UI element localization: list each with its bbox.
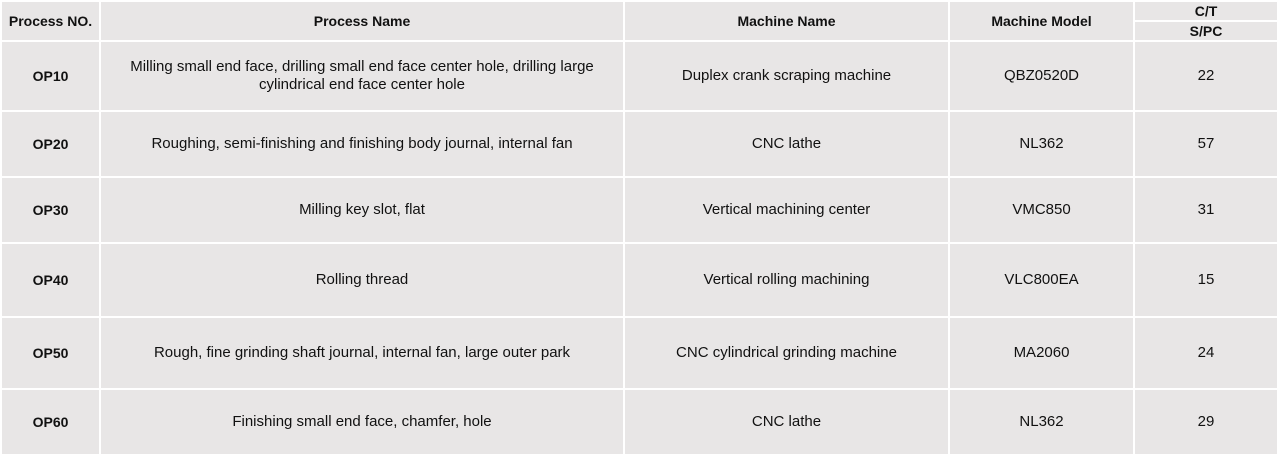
header-machine-name: Machine Name bbox=[624, 1, 949, 41]
cell-machine-model: VMC850 bbox=[949, 177, 1134, 243]
table-row bbox=[1, 389, 1278, 455]
cell-process-no: OP50 bbox=[1, 317, 100, 389]
cell-process-name: Roughing, semi-finishing and finishing body journal, internal fan bbox=[100, 111, 624, 177]
cell-process-no: OP10 bbox=[1, 41, 100, 111]
cell-ct: 57 bbox=[1134, 111, 1278, 177]
cell-process-name: Milling small end face, drilling small end face center hole, drilling large cylindrical end face center hole bbox=[100, 41, 624, 111]
table-header-row bbox=[1, 1, 1278, 21]
cell-process-name: Finishing small end face, chamfer, hole bbox=[100, 389, 624, 455]
cell-machine-model: NL362 bbox=[949, 111, 1134, 177]
table-row bbox=[1, 111, 1278, 177]
cell-machine-model: MA2060 bbox=[949, 317, 1134, 389]
cell-ct: 31 bbox=[1134, 177, 1278, 243]
cell-machine-name: Vertical machining center bbox=[624, 177, 949, 243]
cell-ct: 15 bbox=[1134, 243, 1278, 317]
cell-process-name: Rolling thread bbox=[100, 243, 624, 317]
table-row bbox=[1, 243, 1278, 317]
cell-process-no: OP20 bbox=[1, 111, 100, 177]
header-spc: S/PC bbox=[1134, 21, 1278, 41]
cell-machine-name: Vertical rolling machining bbox=[624, 243, 949, 317]
table-row bbox=[1, 41, 1278, 111]
cell-machine-name: CNC lathe bbox=[624, 389, 949, 455]
cell-machine-name: Duplex crank scraping machine bbox=[624, 41, 949, 111]
cell-process-no: OP30 bbox=[1, 177, 100, 243]
cell-ct: 29 bbox=[1134, 389, 1278, 455]
header-machine-model: Machine Model bbox=[949, 1, 1134, 41]
table-row bbox=[1, 177, 1278, 243]
cell-machine-model: NL362 bbox=[949, 389, 1134, 455]
cell-process-no: OP60 bbox=[1, 389, 100, 455]
cell-ct: 24 bbox=[1134, 317, 1278, 389]
cell-machine-name: CNC cylindrical grinding machine bbox=[624, 317, 949, 389]
header-process-no: Process NO. bbox=[1, 1, 100, 41]
cell-process-name: Milling key slot, flat bbox=[100, 177, 624, 243]
header-ct: C/T bbox=[1134, 1, 1278, 21]
cell-ct: 22 bbox=[1134, 41, 1278, 111]
cell-machine-name: CNC lathe bbox=[624, 111, 949, 177]
cell-process-no: OP40 bbox=[1, 243, 100, 317]
cell-machine-model: VLC800EA bbox=[949, 243, 1134, 317]
header-process-name: Process Name bbox=[100, 1, 624, 41]
cell-machine-model: QBZ0520D bbox=[949, 41, 1134, 111]
table-row bbox=[1, 317, 1278, 389]
cell-process-name: Rough, fine grinding shaft journal, internal fan, large outer park bbox=[100, 317, 624, 389]
